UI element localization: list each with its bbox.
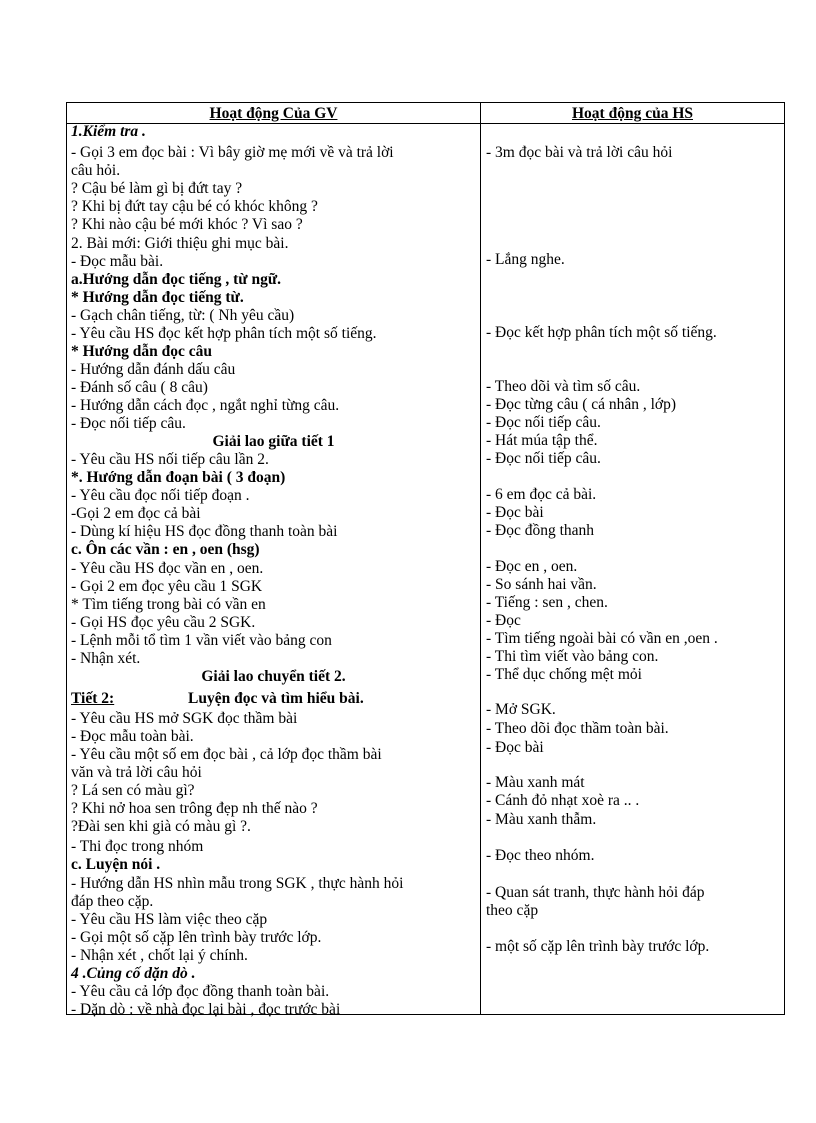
- hs-line: - Màu xanh thẫm.: [486, 811, 597, 828]
- gv-line: - Yêu cầu HS đọc vần en , oen.: [71, 560, 264, 577]
- hs-line: - 6 em đọc cả bài.: [486, 486, 597, 503]
- hs-line: - Đọc kết hợp phân tích một số tiếng.: [486, 324, 717, 341]
- section-heading: * Hướng dẫn đọc câu: [71, 343, 213, 360]
- gv-line: - Yêu cầu HS làm việc theo cặp: [71, 911, 268, 928]
- gv-line: - Đánh số câu ( 8 câu): [71, 379, 208, 396]
- gv-line: -Gọi 2 em đọc cả bài: [71, 505, 201, 522]
- gv-line: - Dùng kí hiệu HS đọc đồng thanh toàn bài: [71, 523, 338, 540]
- header-teacher-activities: Hoạt động Của GV: [209, 105, 338, 122]
- hs-line: theo cặp: [486, 902, 539, 919]
- gv-line: - Nhận xét.: [71, 650, 141, 667]
- hs-line: - Đọc nối tiếp câu.: [486, 450, 601, 467]
- gv-line: - Gọi HS đọc yêu cầu 2 SGK.: [71, 614, 256, 631]
- section-heading: c. Ôn các vần : en , oen (hsg): [71, 541, 260, 558]
- hs-line: - Đọc en , oen.: [486, 558, 578, 575]
- gv-line: ? Khi bị đứt tay cậu bé có khóc không ?: [71, 198, 318, 215]
- section-heading: *. Hướng dẫn đoạn bài ( 3 đoạn): [71, 469, 286, 486]
- gv-line: đáp theo cặp.: [71, 893, 154, 910]
- column-divider: [480, 103, 481, 1014]
- gv-line: - Yêu cầu cả lớp đọc đồng thanh toàn bài.: [71, 983, 330, 1000]
- lesson-2-label: Tiết 2:: [71, 690, 115, 707]
- gv-line: ? Khi nào cậu bé mới khóc ? Vì sao ?: [71, 216, 303, 233]
- gv-line: - Dặn dò : về nhà đọc lại bài , đọc trước bài: [71, 1001, 341, 1018]
- gv-line: - Yêu cầu một số em đọc bài , cả lớp đọc thầm bài: [71, 746, 382, 763]
- gv-line: * Tìm tiếng trong bài có vần en: [71, 596, 266, 613]
- lesson-2-title: Luyện đọc và tìm hiểu bài.: [188, 690, 364, 707]
- hs-line: - Đọc theo nhóm.: [486, 847, 595, 864]
- gv-line: - Nhận xét , chốt lại ý chính.: [71, 947, 248, 964]
- gv-line: - Thi đọc trong nhóm: [71, 838, 204, 855]
- hs-line: - Cánh đỏ nhạt xoè ra .. .: [486, 792, 640, 809]
- break-heading: Giải lao chuyển tiết 2.: [201, 668, 346, 685]
- gv-line: - Lệnh mỗi tổ tìm 1 vần viết vào bảng con: [71, 632, 332, 649]
- gv-line: ? Lá sen có màu gì?: [71, 782, 195, 799]
- hs-line: - Đọc bài: [486, 504, 544, 521]
- hs-line: - một số cặp lên trình bày trước lớp.: [486, 938, 710, 955]
- hs-line: - Lắng nghe.: [486, 251, 565, 268]
- gv-line: 2. Bài mới: Giới thiệu ghi mục bài.: [71, 235, 289, 252]
- break-heading: Giải lao giữa tiết 1: [212, 433, 335, 450]
- hs-line: - Tiếng : sen , chen.: [486, 594, 608, 611]
- hs-line: - Đọc từng câu ( cá nhân , lớp): [486, 396, 677, 413]
- gv-line: - Đọc mẫu toàn bài.: [71, 728, 194, 745]
- gv-line: - Gọi 2 em đọc yêu cầu 1 SGK: [71, 578, 263, 595]
- gv-line: - Yêu cầu HS đọc kết hợp phân tích một số tiếng.: [71, 325, 377, 342]
- gv-line: - Đọc mẫu bài.: [71, 253, 164, 270]
- hs-line: - Đọc: [486, 612, 521, 629]
- gv-line: - Yêu cầu đọc nối tiếp đoạn .: [71, 487, 250, 504]
- hs-line: - Mở SGK.: [486, 701, 556, 718]
- gv-line: - Gạch chân tiếng, từ: ( Nh yêu cầu): [71, 307, 295, 324]
- hs-line: - Thi tìm viết vào bảng con.: [486, 648, 659, 665]
- hs-line: - Quan sát tranh, thực hành hỏi đáp: [486, 884, 705, 901]
- gv-line: ? Khi nở hoa sen trông đẹp nh thế nào ?: [71, 800, 318, 817]
- hs-line: - Đọc nối tiếp câu.: [486, 414, 601, 431]
- hs-line: - Màu xanh mát: [486, 774, 585, 791]
- hs-line: - 3m đọc bài và trả lời câu hỏi: [486, 144, 673, 161]
- gv-line: - Yêu cầu HS nối tiếp câu lần 2.: [71, 451, 269, 468]
- gv-line: ? Cậu bé làm gì bị đứt tay ?: [71, 180, 243, 197]
- hs-line: - Theo dõi đọc thầm toàn bài.: [486, 720, 669, 737]
- section-heading: 1.Kiểm tra .: [71, 123, 146, 140]
- hs-line: - Đọc bài: [486, 739, 544, 756]
- gv-line: - Hướng dẫn HS nhìn mẫu trong SGK , thực hành hỏi: [71, 875, 404, 892]
- hs-line: - Theo dõi và tìm số câu.: [486, 378, 641, 395]
- hs-line: - Đọc đồng thanh: [486, 522, 595, 539]
- gv-line: - Hướng dẫn cách đọc , ngắt nghỉ từng câu.: [71, 397, 340, 414]
- gv-line: - Gọi một số cặp lên trình bày trước lớp.: [71, 929, 322, 946]
- gv-line: - Đọc nối tiếp câu.: [71, 415, 186, 432]
- gv-line: văn và trả lời câu hỏi: [71, 764, 202, 781]
- gv-line: - Hướng dẫn đánh dấu câu: [71, 361, 236, 378]
- lesson-plan-table: [66, 102, 785, 1018]
- section-heading: a.Hướng dẫn đọc tiếng , từ ngữ.: [71, 271, 282, 288]
- hs-line: - Thể dục chống mệt mỏi: [486, 666, 642, 683]
- hs-line: - Hát múa tập thể.: [486, 432, 598, 449]
- hs-line: - So sánh hai vần.: [486, 576, 597, 593]
- gv-line: câu hỏi.: [71, 162, 121, 179]
- gv-line: - Yêu cầu HS mở SGK đọc thầm bài: [71, 710, 298, 727]
- section-heading: 4 .Củng cố dặn dò .: [71, 965, 196, 982]
- gv-line: - Gọi 3 em đọc bài : Vì bây giờ mẹ mới về và trả lời: [71, 144, 394, 161]
- section-heading: * Hướng dẫn đọc tiếng từ.: [71, 289, 244, 306]
- gv-line: ?Đài sen khi già có màu gì ?.: [71, 818, 251, 835]
- header-student-activities: Hoạt động của HS: [571, 105, 693, 122]
- hs-line: - Tìm tiếng ngoài bài có vần en ,oen .: [486, 630, 718, 647]
- section-heading: c. Luyện nói .: [71, 856, 161, 873]
